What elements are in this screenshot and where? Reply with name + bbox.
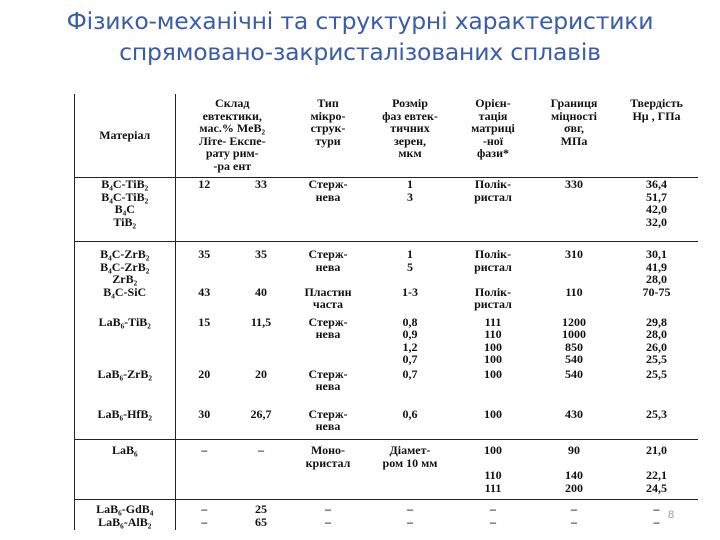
cell-hardness: 25,5 [646,367,667,381]
table-row [75,178,698,242]
cell-strength: 540 [565,367,583,381]
cell-orientation: 100 110 111 [453,440,533,500]
cell-hardness: 70-75 [642,285,671,299]
header-strength-limit: Границя міцності σвг, МПа [533,94,615,178]
cell-composition-literature: 35 [198,247,211,261]
cell-microstructure: Стерж- нева [289,408,367,440]
cell-microstructure: Стерж- нева [308,247,348,274]
cell-microstructure: Стерж- нева [308,367,348,393]
title-line-1: Фізико-механічні та структурні характеристики [66,7,654,35]
cell-microstructure: Пластин часта [304,285,352,311]
cell-hardness: 29,8 28,0 26,0 25,5 [646,315,667,366]
properties-table-container [74,94,699,530]
table-row [75,500,698,530]
cell-microstructure: Стерж- нева [308,315,348,341]
cell-orientation: – – [490,502,496,529]
cell-composition-experiment: 40 [255,285,267,299]
cell-composition-experiment: 26,7 [233,408,289,440]
cell-microstructure: Стерж- нева [289,178,367,242]
cell-material: B₄C-ZrB₂ B₄C-ZrB₂ ZrB₂ [75,242,175,286]
cell-strength: 430 [533,408,615,440]
table-row [75,408,698,440]
properties-table [75,94,698,530]
cell-composition-experiment: – [233,440,289,500]
cell-strength: – – [571,502,577,529]
cell-strength: 310 [565,247,583,261]
cell-strength: 90 140 200 [533,440,615,500]
cell-orientation: Полік- ристал [474,247,512,274]
cell-strength: 110 [565,285,583,299]
cell-phase-size: 1-3 [402,285,418,299]
cell-microstructure: Моно- кристал [289,440,367,500]
header-matrix-orientation: Орієн- тація матриці -ної фази* [453,94,533,178]
cell-phase-size: Діамет- ром 10 мм [367,440,453,500]
cell-composition-literature: 43 [198,285,211,299]
cell-phase-size: 0,6 [367,408,453,440]
title-line-2: спрямовано-закристалізованих сплавів [119,38,601,66]
cell-hardness: 25,3 [615,408,698,440]
table-row [75,440,698,500]
cell-composition-experiment: 11,5 [250,315,272,329]
header-microstructure-type: Тип мікро- струк- тури [289,94,367,178]
cell-material: LaB₆-HfB₂ [75,408,175,440]
cell-orientation: 100 [484,367,502,381]
cell-orientation: Полік- ристал [453,178,533,242]
cell-microstructure: – – [325,502,331,529]
header-hardness: Твердість Hμ , ГПа [615,94,698,178]
cell-composition-literature: 12 [175,178,233,242]
cell-strength: 1200 1000 850 540 [562,315,586,366]
cell-composition-experiment: 35 [255,247,267,261]
cell-phase-size: 1 5 [407,247,413,274]
cell-phase-size: 1 3 [367,178,453,242]
slide-title [0,6,720,68]
cell-material: B₄C-SiC [75,286,175,316]
cell-material: LaB₆-TiB₂ [75,316,175,368]
table-row [75,316,698,368]
cell-composition-experiment: 33 [233,178,289,242]
header-material: Матеріал [75,94,175,178]
cell-composition-literature: 20 [198,367,211,381]
table-row [75,368,698,408]
cell-composition-literature: 15 [198,315,211,329]
cell-material: LaB₆ [75,440,175,500]
table-row [75,286,698,316]
cell-phase-size: 0,8 0,9 1,2 0,7 [402,315,418,366]
cell-composition-experiment: 25 65 [255,502,267,529]
cell-hardness: 30,1 41,9 28,0 [646,247,667,286]
cell-phase-size: 0,7 [402,367,418,381]
cell-hardness: 36,4 51,7 42,0 32,0 [615,178,698,242]
page-number: 8 [668,509,675,521]
cell-material: LaB₆-ZrB₂ [75,368,175,408]
cell-composition-experiment: 20 [255,367,267,381]
cell-hardness: – – [653,502,660,529]
cell-composition-literature: – – [201,502,208,529]
cell-material: B₄C-TiB₂ B₄C-TiB₂ B₄C TiB₂ [75,178,175,242]
cell-hardness: 21,0 22,1 24,5 [615,440,698,500]
table-row [75,242,698,286]
cell-composition-literature: – [175,440,233,500]
header-phase-size: Розмір фаз евтек- тичних зерен, мкм [367,94,453,178]
header-eutectic-composition: Склад евтектики, мас.% MeB₂ Літе- Експе- рату рим- -ра ент [175,94,289,178]
cell-orientation: 111 110 100 100 [484,315,502,366]
cell-material: LaB₆-GdB₄ LaB₆-AlB₂ [75,500,175,530]
cell-phase-size: – – [407,502,413,529]
table-header-row [75,94,698,178]
cell-strength: 330 [533,178,615,242]
cell-composition-literature: 30 [175,408,233,440]
cell-orientation: Полік- ристал [474,285,512,311]
cell-orientation: 100 [453,408,533,440]
